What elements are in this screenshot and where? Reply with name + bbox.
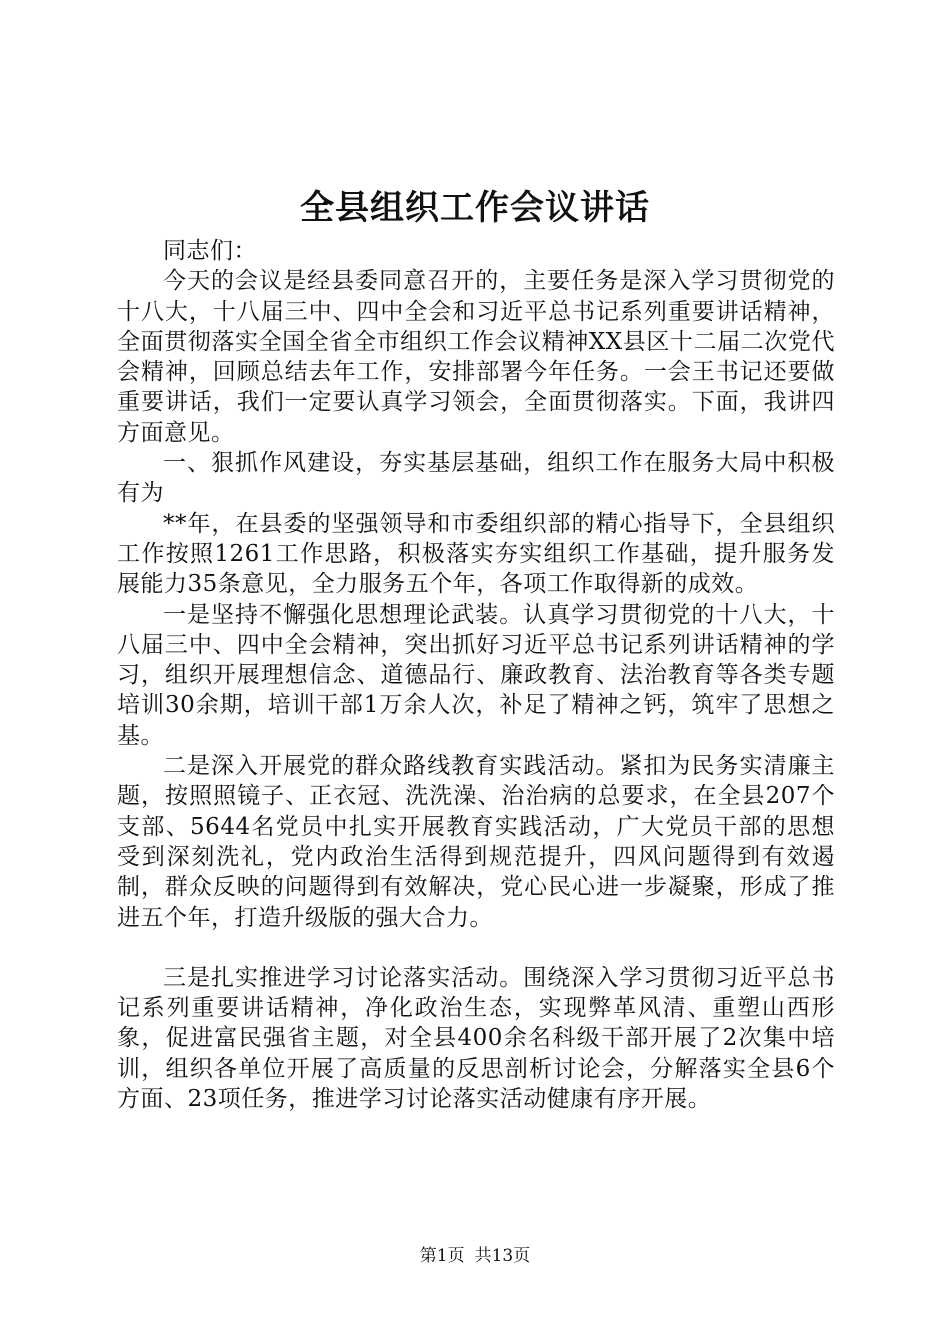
- intro-paragraph: 今天的会议是经县委同意召开的，主要任务是深入学习贯彻党的十八大，十八届三中、四中全会和习近平总书记系列重要讲话精神，全面贯彻落实全国全省全市组织工作会议精神XX县区十二届二次党代会精神，回顾总结去年工作，安排部署今年任务。一会王书记还要做重要讲话，我们一定要认真学习领会，全面贯彻落实。下面，我讲四方面意见。: [117, 268, 835, 446]
- page-number: 第1页: [419, 1246, 465, 1266]
- document-title: 全县组织工作会议讲话: [300, 188, 650, 228]
- page-footer: [0, 1244, 950, 1268]
- salutation-paragraph: 同志们：: [163, 238, 257, 264]
- section-heading-1: 一、狠抓作风建设，夯实基层基础，组织工作在服务大局中积极有为: [117, 450, 835, 507]
- point-paragraph-1: 一是坚持不懈强化思想理论武装。认真学习贯彻党的十八大，十八届三中、四中全会精神，突出抓好习近平总书记系列讲话精神的学习，组织开展理想信念、道德品行、廉政教育、法治教育等各类专题培训30余期，培训干部1万余人次，补足了精神之钙，筑牢了思想之基。: [117, 601, 835, 749]
- summary-paragraph: **年，在县委的坚强领导和市委组织部的精心指导下，全县组织工作按照1261工作思路，积极落实夯实组织工作基础，提升服务发展能力35条意见，全力服务五个年，各项工作取得新的成效。: [117, 510, 835, 598]
- point-paragraph-2: 二是深入开展党的群众路线教育实践活动。紧扣为民务实清廉主题，按照照镜子、正衣冠、洗洗澡、治治病的总要求，在全县207个支部、5644名党员中扎实开展教育实践活动，广大党员干部的思想受到深刻洗礼，党内政治生活得到规范提升，四风问题得到有效遏制，群众反映的问题得到有效解决，党心民心进一步凝聚，形成了推进五个年，打造升级版的强大合力。: [117, 753, 835, 931]
- page-total: 共13页: [474, 1246, 531, 1266]
- document-body: [117, 236, 835, 1114]
- point-paragraph-3: 三是扎实推进学习讨论落实活动。围绕深入学习贯彻习近平总书记系列重要讲话精神，净化政治生态，实现弊革风清、重塑山西形象，促进富民强省主题，对全县400余名科级干部开展了2次集中培训，组织各单位开展了高质量的反思剖析讨论会，分解落实全县6个方面、23项任务，推进学习讨论落实活动健康有序开展。: [117, 964, 835, 1113]
